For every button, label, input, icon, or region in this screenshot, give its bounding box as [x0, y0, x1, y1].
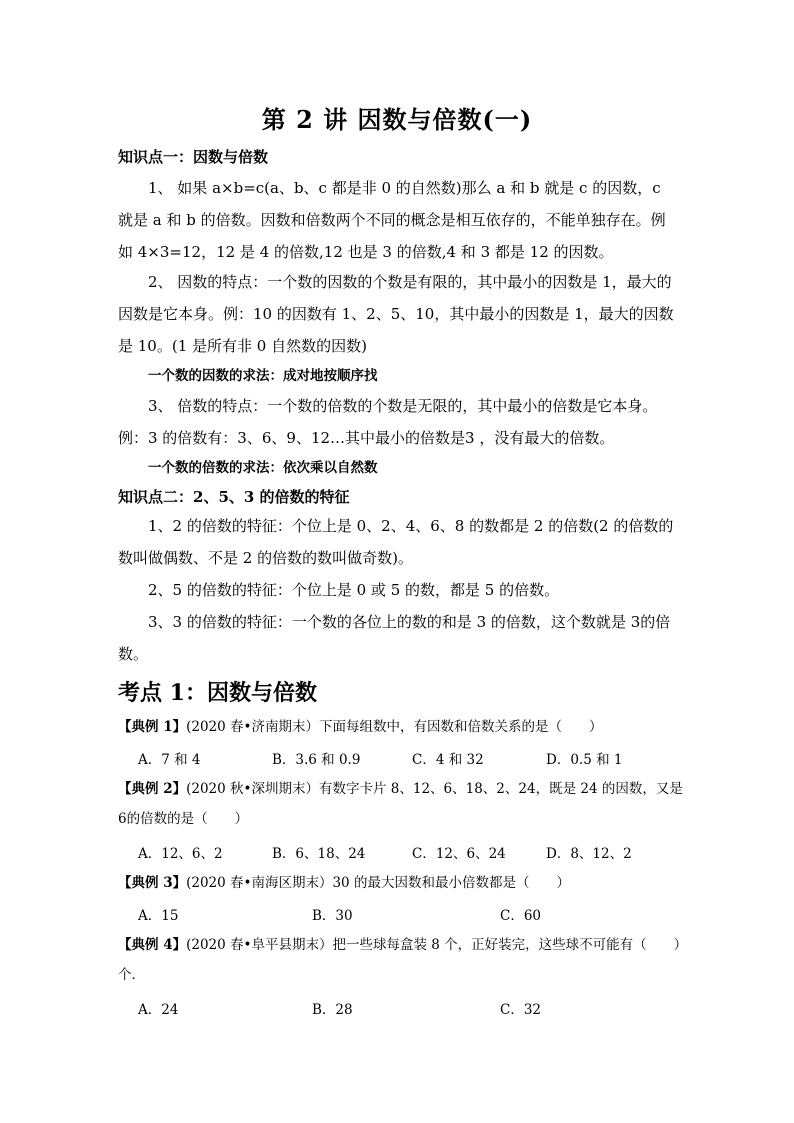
example-tag: 【典例 3】: [118, 875, 187, 891]
example-text: (2020 秋•深圳期末）有数字卡片 8、12、6、18、2、24，既是 24 的因数，又是 6的倍数的是（ ）: [118, 781, 683, 827]
option-b: B．28: [312, 1002, 353, 1018]
knowledge-point-2-heading: 知识点二：2、5、3 的倍数的特征: [118, 488, 350, 506]
k1-paragraph-2: 2、 因数的特点：一个数的因数的个数是有限的，其中最小的因数是 1，最大的因数是它本身。例：10 的因数有 1、2、5、10，其中最小的因数是 1，最大的因数是 10。(1 是所有非 0 自然数的因数): [118, 273, 674, 355]
option-d: D．8、12、2: [546, 846, 632, 862]
example-1: [118, 712, 688, 742]
option-c: C．12、6、24: [412, 846, 506, 862]
example-text: (2020 春•阜平县期末）把一些球每盒装 8 个，正好装完，这些球不可能有（ ）个．: [118, 937, 688, 983]
example-text: (2020 春•济南期末）下面每组数中，有因数和倍数关系的是（ ）: [186, 719, 603, 735]
example-4: [118, 930, 688, 990]
section-heading: 考点 1：因数与倍数: [118, 680, 317, 706]
knowledge-point-1-heading: 知识点一：因数与倍数: [118, 148, 269, 166]
k2-paragraph-2: 2、5 的倍数的特征：个位上是 0 或 5 的数，都是 5 的倍数。: [148, 581, 560, 599]
option-b: B．3.6 和 0.9: [272, 752, 361, 768]
page-title: 第 2 讲 因数与倍数(一): [261, 105, 533, 134]
option-a: A．15: [138, 908, 179, 924]
option-a: A．12、6、2: [138, 846, 223, 862]
example-2: [118, 774, 688, 834]
k1-method-factors: 一个数的因数的求法：成对地按顺序找: [148, 368, 378, 384]
k1-paragraph-1: 1、 如果 a×b=c(a、b、c 都是非 0 的自然数)那么 a 和 b 就是 c 的因数，c 就是 a 和 b 的倍数。因数和倍数两个不同的概念是相互依存的，不能单独存在。例如 4×3=12，12 是 4 的倍数,12 也是 3 的倍数,4 和 3 都是 12 的因数。: [118, 179, 666, 261]
example-text: (2020 春•南海区期末）30 的最大因数和最小倍数都是（ ）: [186, 875, 570, 891]
option-c: C．32: [500, 1002, 542, 1018]
example-3: [118, 868, 688, 898]
example-tag: 【典例 4】: [118, 937, 187, 953]
k2-paragraph-3: 3、3 的倍数的特征：一个数的各位上的数的和是 3 的倍数，这个数就是 3的倍数。: [118, 613, 671, 663]
option-c: C．60: [500, 908, 542, 924]
option-a: A．24: [138, 1002, 179, 1018]
option-d: D．0.5 和 1: [546, 752, 623, 768]
option-b: B．30: [312, 908, 353, 924]
option-b: B．6、18、24: [272, 846, 366, 862]
k1-paragraph-3: 3、 倍数的特点：一个数的倍数的个数是无限的，其中最小的倍数是它本身。例：3 的倍数有：3、6、9、12…其中最小的倍数是3 ，没有最大的倍数。: [118, 397, 658, 447]
k1-method-multiples: 一个数的倍数的求法：依次乘以自然数: [148, 460, 378, 476]
option-a: A．7 和 4: [138, 752, 201, 768]
example-tag: 【典例 2】: [118, 781, 187, 797]
option-c: C．4 和 32: [412, 752, 484, 768]
k2-paragraph-1: 1、2 的倍数的特征：个位上是 0、2、4、6、8 的数都是 2 的倍数(2 的倍数的数叫做偶数、不是 2 的倍数的数叫做奇数)。: [118, 517, 674, 567]
example-tag: 【典例 1】: [118, 719, 187, 735]
